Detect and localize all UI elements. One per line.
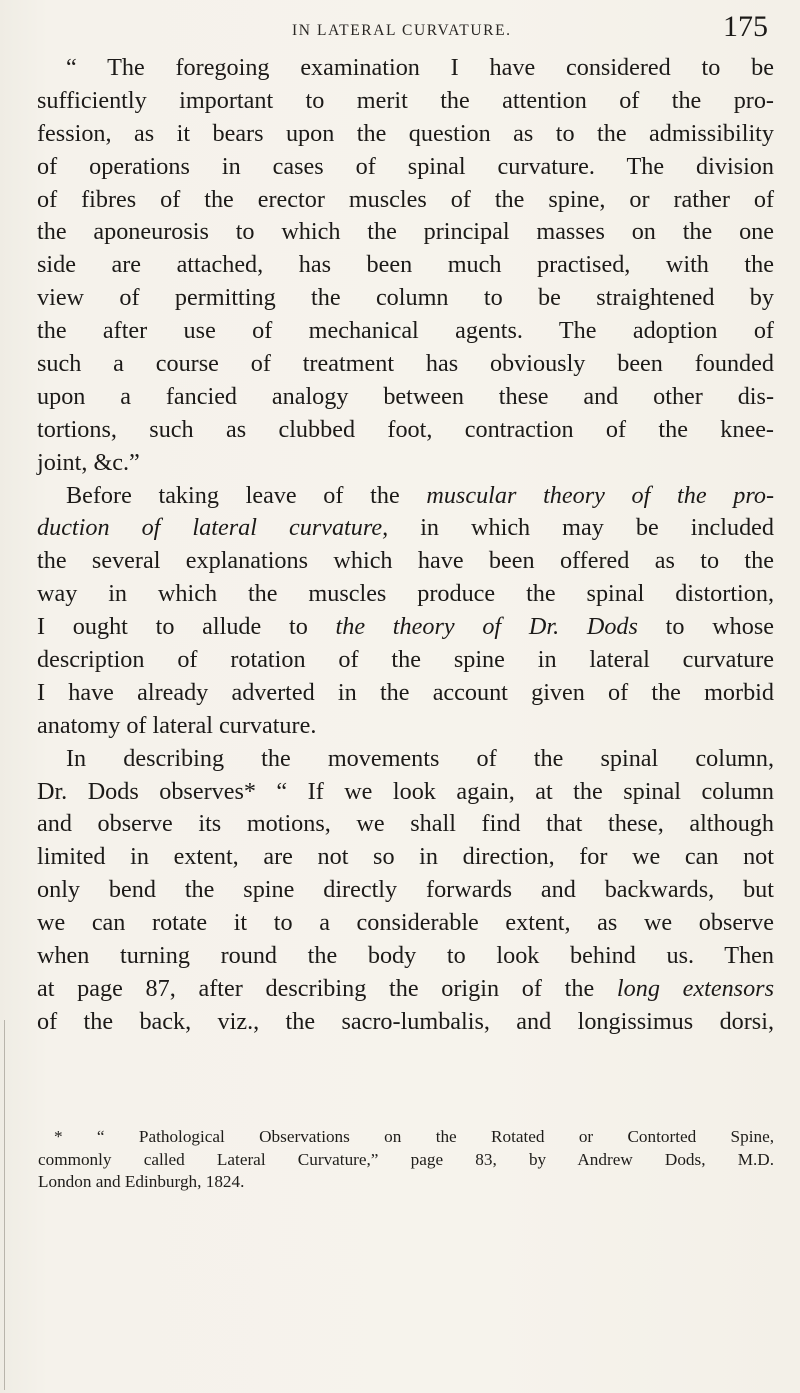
footnote-line: London and Edinburgh, 1824. xyxy=(38,1172,245,1192)
text-run: I ought to allude to xyxy=(37,613,336,641)
running-title: IN LATERAL CURVATURE. xyxy=(292,22,512,39)
text-line: sufficiently important to merit the attention of the pro- xyxy=(37,86,774,114)
text-line: Dr. Dods observes* “ If we look again, at the spinal column xyxy=(37,777,774,805)
text-line: anatomy of lateral curvature. xyxy=(37,711,317,739)
page-number: 175 xyxy=(723,10,768,43)
italic-run: the theory of Dr. Dods xyxy=(335,613,638,641)
text-line: the after use of mechanical agents. The adoption of xyxy=(37,317,774,345)
text-line: upon a fancied analogy between these and other dis- xyxy=(37,382,774,410)
text-line: fession, as it bears upon the question as to the admissibility xyxy=(37,119,774,147)
text-line xyxy=(37,512,774,545)
text-line: limited in extent, are not so in direction, for we can not xyxy=(37,843,774,871)
text-line: way in which the muscles produce the spinal distortion, xyxy=(37,580,774,608)
text-line: “ The foregoing examination I have considered to be xyxy=(66,54,774,81)
text-line: description of rotation of the spine in lateral curvature xyxy=(37,646,774,674)
page-edge-line xyxy=(4,1020,5,1390)
text-line: the several explanations which have been offered as to the xyxy=(37,547,774,575)
text-run: Before taking leave of the xyxy=(66,481,427,509)
text-run: to whose xyxy=(637,613,774,641)
text-line: only bend the spine directly forwards and backwards, but xyxy=(37,876,774,904)
running-head xyxy=(40,10,770,50)
footnote-line: commonly called Lateral Curvature,” page 83, by Andrew Dods, M.D. xyxy=(38,1149,774,1169)
footnote xyxy=(38,1126,774,1194)
text-line: view of permitting the column to be straightened by xyxy=(37,284,774,312)
text-line xyxy=(37,480,774,513)
text-line: when turning round the body to look behind us. Then xyxy=(37,942,774,970)
text-line: of the back, viz., the sacro-lumbalis, and longissimus dorsi, xyxy=(37,1007,774,1035)
text-line: and observe its motions, we shall find that these, although xyxy=(37,810,774,838)
body-text xyxy=(37,52,774,1039)
text-line: of fibres of the erector muscles of the spine, or rather of xyxy=(37,185,774,213)
footnote-line: * “ Pathological Observations on the Rotated or Contorted Spine, xyxy=(54,1127,774,1146)
text-line: we can rotate it to a considerable extent, as we observe xyxy=(37,909,774,937)
text-line: joint, &c.” xyxy=(37,448,140,476)
text-line: the aponeurosis to which the principal masses on the one xyxy=(37,218,774,246)
text-run: at page 87, after describing the origin of the xyxy=(37,974,617,1002)
text-line: I have already adverted in the account given of the morbid xyxy=(37,678,774,706)
text-line: In describing the movements of the spinal column, xyxy=(66,744,774,772)
italic-run: muscular theory of the pro- xyxy=(426,481,774,509)
text-run: in which may be included xyxy=(388,514,775,542)
text-line xyxy=(37,611,774,644)
text-line: such a course of treatment has obviously been founded xyxy=(37,350,774,378)
text-line: of operations in cases of spinal curvature. The division xyxy=(37,152,774,180)
italic-run: duction of lateral curvature, xyxy=(37,514,389,542)
text-line: tortions, such as clubbed foot, contraction of the knee- xyxy=(37,415,774,443)
text-line xyxy=(37,973,774,1006)
text-line: side are attached, has been much practised, with the xyxy=(37,251,774,279)
italic-run: long extensors xyxy=(616,974,774,1002)
